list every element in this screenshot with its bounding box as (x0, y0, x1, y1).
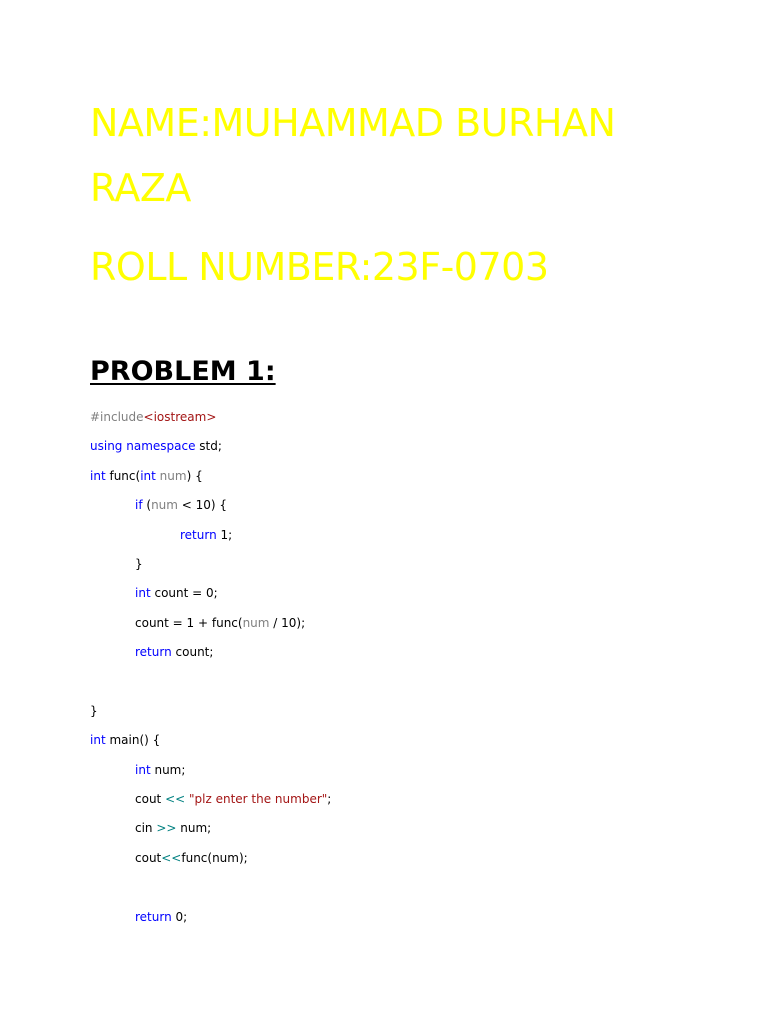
code-token-plain: cout (135, 792, 166, 807)
code-line (90, 873, 730, 902)
code-token-keyword: int (135, 762, 151, 777)
code-token-plain: / 10); (269, 615, 306, 630)
code-token-preprocessor: #include (90, 410, 144, 424)
code-token-keyword: return (135, 909, 172, 924)
code-token-keyword: int (90, 733, 106, 748)
code-token-parameter: num (242, 615, 270, 630)
code-token-plain: cin (135, 821, 157, 836)
student-name-line-2: RAZA (90, 166, 191, 210)
code-token-plain: count = 0; (150, 586, 218, 601)
code-token-plain: num; (150, 762, 186, 777)
code-token-keyword: return (135, 645, 172, 660)
code-token-plain: ( (142, 498, 152, 513)
code-line (90, 579, 730, 608)
code-token-parameter: num (151, 498, 178, 513)
code-token-plain: ) { (186, 468, 203, 483)
problem-title: PROBLEM 1: (90, 356, 276, 387)
code-token-plain: } (90, 703, 98, 718)
code-token-plain: main() { (105, 733, 161, 748)
code-line (90, 903, 730, 932)
code-line (90, 844, 730, 873)
code-token-plain: count = 1 + func( (135, 615, 243, 630)
code-token-plain: 1; (216, 527, 233, 542)
code-line (90, 814, 730, 843)
code-token-plain: cout (135, 850, 162, 865)
code-line (90, 462, 730, 491)
code-token-plain: < 10) { (177, 498, 228, 513)
code-token-operator: << (165, 792, 186, 807)
code-token-plain: func(num); (181, 850, 248, 865)
code-token-operator: << (161, 850, 182, 865)
code-token-plain: count; (171, 645, 214, 660)
code-token-string: "plz enter the number" (189, 792, 328, 807)
code-token-string: <iostream> (143, 410, 217, 424)
code-line (90, 785, 730, 814)
code-token-keyword: using (90, 439, 123, 454)
code-token-plain: func( (105, 468, 141, 483)
code-line (90, 432, 730, 461)
code-token-keyword: if (135, 498, 143, 513)
code-token-keyword: int (90, 468, 106, 483)
code-line (90, 403, 730, 432)
code-token-plain: num; (176, 821, 212, 836)
code-token-parameter: num (159, 468, 187, 483)
code-line (90, 521, 730, 550)
student-name-line-1: NAME:MUHAMMAD BURHAN (90, 101, 616, 145)
code-token-keyword: return (180, 527, 217, 542)
code-line (90, 756, 730, 785)
code-token-plain: 0; (171, 909, 188, 924)
code-token-keyword: int (135, 586, 151, 601)
code-line (90, 491, 730, 520)
code-token-plain: } (135, 556, 143, 571)
code-token-keyword: int (140, 468, 156, 483)
roll-number-heading: ROLL NUMBER:23F-0703 (90, 245, 549, 289)
code-line (90, 609, 730, 638)
code-token-plain: std; (195, 439, 222, 454)
code-line (90, 550, 730, 579)
code-token-plain: ; (327, 792, 332, 807)
code-line (90, 638, 730, 667)
code-token-operator: >> (156, 821, 177, 836)
code-block (90, 403, 730, 932)
code-token-keyword: namespace (126, 439, 196, 454)
code-line (90, 668, 730, 697)
code-line (90, 697, 730, 726)
code-line (90, 726, 730, 755)
